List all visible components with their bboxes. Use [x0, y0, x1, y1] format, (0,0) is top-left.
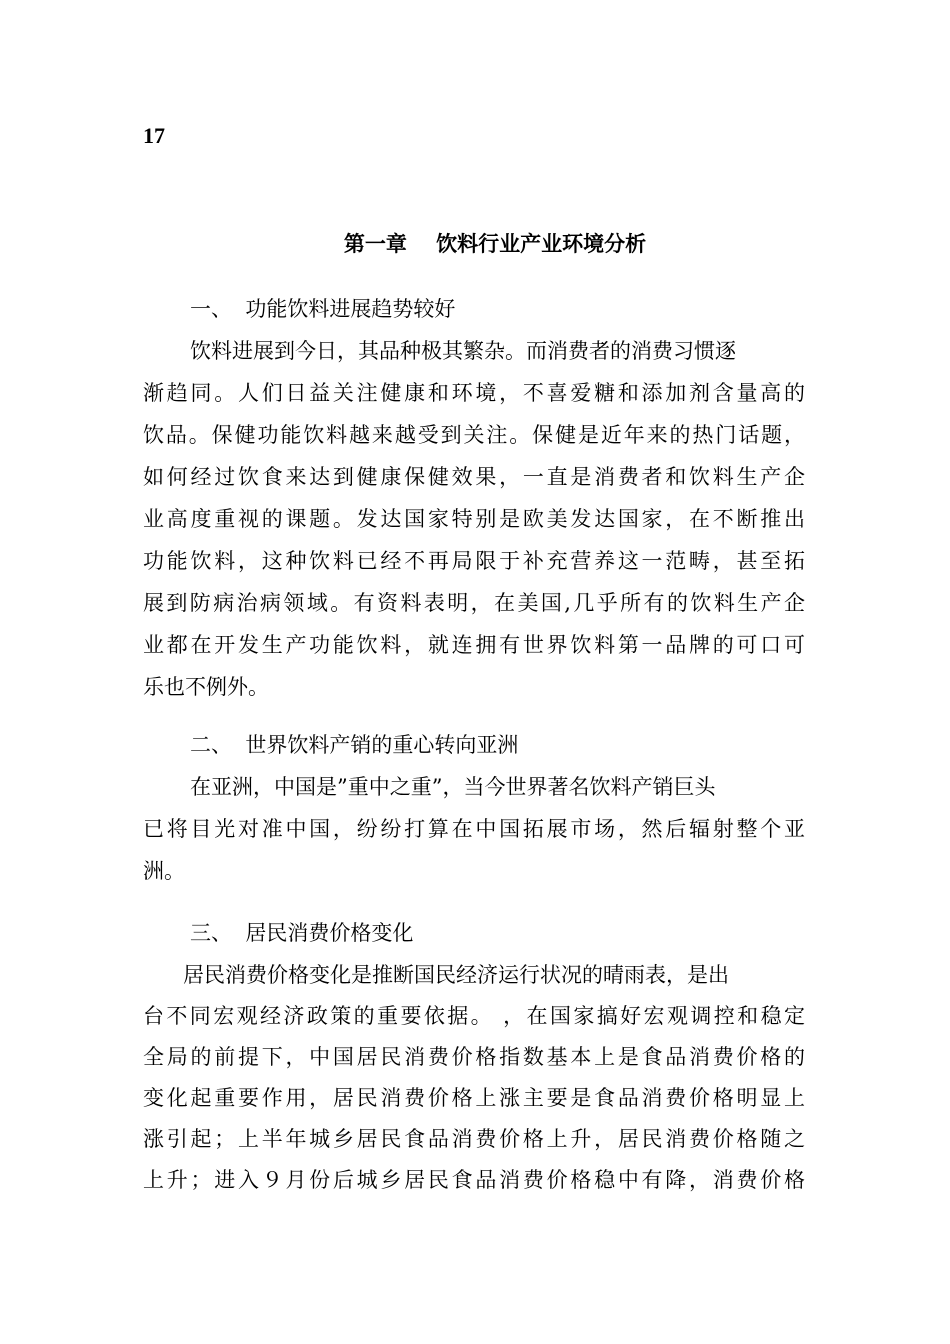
paragraph-line: 在亚洲，中国是”重中之重”，当今世界著名饮料产销巨头 — [190, 775, 716, 799]
paragraph-line: 如何经过饮食来达到健康保健效果，一直是消费者和饮料生产企 — [143, 465, 805, 489]
paragraph-line: 变化起重要作用，居民消费价格上涨主要是食品消费价格明显上 — [143, 1086, 805, 1110]
paragraph-line: 饮料进展到今日，其品种极其繁杂。而消费者的消费习惯逐 — [190, 339, 736, 363]
paragraph-line: 洲。 — [143, 859, 185, 883]
paragraph-line: 饮品。保健功能饮料越来越受到关注。保健是近年来的热门话题， — [143, 423, 805, 447]
paragraph-line: 上升；进入９月份后城乡居民食品消费价格稳中有降，消费价格 — [143, 1168, 805, 1192]
paragraph-line: 渐趋同。人们日益关注健康和环境，不喜爱糖和添加剂含量高的 — [143, 381, 805, 405]
section-heading-3: 三、 居民消费价格变化 — [190, 921, 414, 945]
paragraph-line: 全局的前提下，中国居民消费价格指数基本上是食品消费价格的 — [143, 1045, 805, 1069]
paragraph-line: 乐也不例外。 — [143, 675, 269, 699]
paragraph-line: 业高度重视的课题。发达国家特别是欧美发达国家，在不断推出 — [143, 507, 805, 531]
chapter-title: 第一章 饮料行业产业环境分析 — [343, 231, 647, 256]
paragraph-line: 涨引起；上半年城乡居民食品消费价格上升，居民消费价格随之 — [143, 1127, 805, 1151]
paragraph-line: 台不同宏观经济政策的重要依据。 ，在国家搞好宏观调控和稳定 — [143, 1004, 805, 1028]
paragraph-line: 展到防病治病领域。有资料表明，在美国,几乎所有的饮料生产企 — [143, 591, 805, 615]
paragraph-line: 业都在开发生产功能饮料，就连拥有世界饮料第一品牌的可口可 — [143, 633, 805, 657]
section-heading-2: 二、 世界饮料产销的重心转向亚洲 — [190, 733, 519, 757]
page-number: 17 — [143, 123, 165, 148]
paragraph-line: 功能饮料，这种饮料已经不再局限于补充营养这一范畴，甚至拓 — [143, 549, 805, 573]
section-heading-1: 一、 功能饮料进展趋势较好 — [190, 297, 456, 321]
paragraph-line: 已将目光对准中国，纷纷打算在中国拓展市场，然后辐射整个亚 — [143, 817, 805, 841]
paragraph-line: 居民消费价格变化是推断国民经济运行状况的晴雨表，是出 — [183, 963, 729, 987]
